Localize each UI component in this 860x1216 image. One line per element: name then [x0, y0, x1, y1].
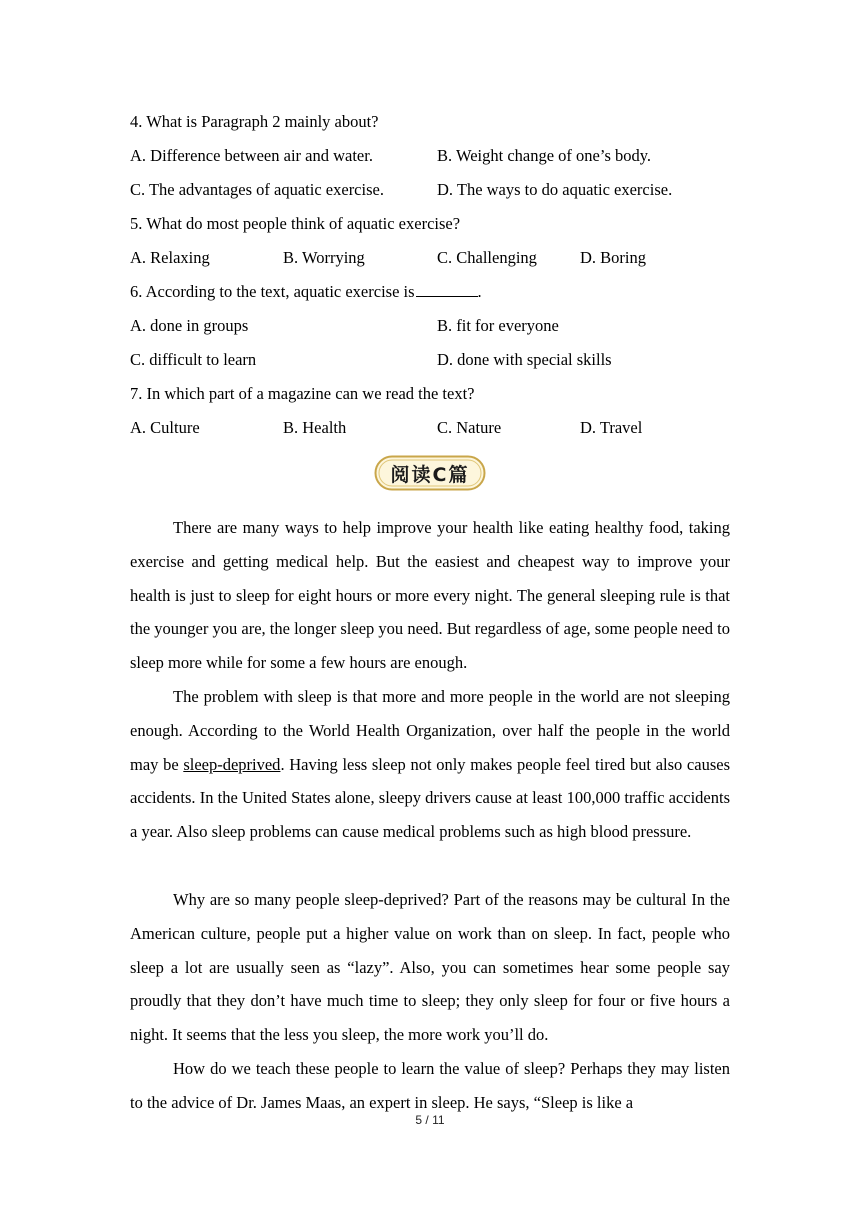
question-7-option-c: C. Nature: [437, 418, 502, 437]
question-6-option-a: A. done in groups: [130, 316, 249, 335]
page-number: 5 / 11: [415, 1113, 445, 1127]
underlined-term: sleep-deprived: [183, 754, 281, 774]
answer-blank: [416, 282, 478, 297]
section-badge-label: 阅读C篇: [390, 463, 470, 486]
question-6-option-b: B. fit for everyone: [437, 316, 559, 335]
question-6-stem-text: 6. According to the text, aquatic exercise is: [130, 282, 415, 301]
passage-paragraph-2: [130, 680, 730, 849]
passage-paragraph-1: There are many ways to help improve your health like eating healthy food, taking exercise and getting medical help. But the easiest and cheapest way to improve your health is just to sleep for eight hours or more every night. The general sleeping rule is that the younger you are, the longer sleep you need. But regardless of age, some people need to sleep more while for some a few hours are enough.: [130, 518, 730, 673]
question-6-stem-end: .: [477, 282, 482, 301]
section-badge: [374, 455, 486, 491]
passage-paragraph-4: How do we teach these people to learn the value of sleep? Perhaps they may listen to the advice of Dr. James Maas, an expert in sleep. He says, “Sleep is like a: [130, 1059, 730, 1112]
question-5-option-c: C. Challenging: [437, 248, 537, 267]
question-6-stem: [130, 282, 482, 302]
passage-paragraph-3: Why are so many people sleep-deprived? Part of the reasons may be cultural In the American culture, people put a higher value on work than on sleep. In fact, people who sleep a lot are usually seen as “lazy”. Also, you can sometimes hear some people say proudly that they don’t have much time to sleep; they only sleep for four or five hours a night. It seems that the less you sleep, the more work you’ll do.: [130, 890, 730, 1045]
question-7-option-a: A. Culture: [130, 418, 200, 437]
question-6-option-c: C. difficult to learn: [130, 350, 257, 369]
question-7-option-b: B. Health: [283, 418, 347, 437]
question-6-option-d: D. done with special skills: [437, 350, 612, 369]
question-5-option-d: D. Boring: [580, 248, 646, 267]
question-4-option-a: A. Difference between air and water.: [130, 146, 373, 165]
paragraph-2-text-start: The problem with sleep is that more and more people in the world are not sleeping enough. According to the World Health Organization, over half the people in the world may be: [130, 687, 730, 774]
question-4-stem: 4. What is Paragraph 2 mainly about?: [130, 112, 379, 131]
question-5-stem: 5. What do most people think of aquatic exercise?: [130, 214, 461, 233]
question-7-stem: 7. In which part of a magazine can we read the text?: [130, 384, 475, 403]
question-5-option-b: B. Worrying: [283, 248, 365, 267]
question-5-option-a: A. Relaxing: [130, 248, 210, 267]
question-7-option-d: D. Travel: [580, 418, 643, 437]
question-4-option-d: D. The ways to do aquatic exercise.: [437, 180, 673, 199]
question-4-option-b: B. Weight change of one’s body.: [437, 146, 652, 165]
paragraph-2-text-end: . Having less sleep not only makes people feel tired but also causes accidents. In the United States alone, sleepy drivers cause at least 100,000 traffic accidents a year. Also sleep problems can cause medical problems such as high blood pressure.: [130, 754, 730, 842]
question-4-option-c: C. The advantages of aquatic exercise.: [130, 180, 384, 199]
